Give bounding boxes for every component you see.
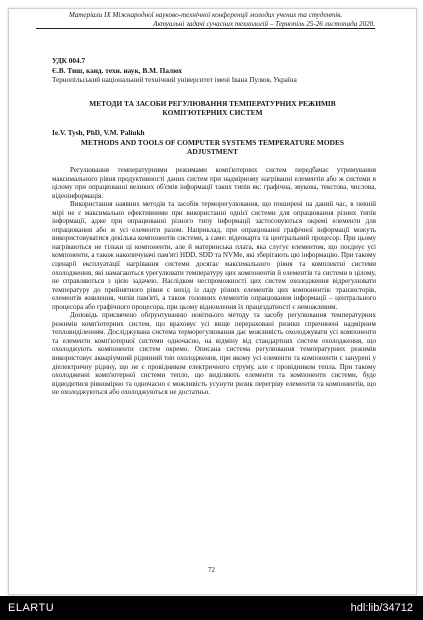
page-number: 72 — [208, 566, 215, 574]
udk-code: УДК 004.7 — [52, 56, 86, 65]
authors-ua: Є.В. Тиш, канд. техн. наук, В.М. Палюх — [52, 66, 183, 75]
repository-name: ELARTU — [8, 602, 55, 614]
paragraph: Використання наявних методів та засобів терморегулювання, що поширені на даний час, в певній мірі не є максимально ефективними при використанні однієї системи для опрацювання різних типів інформації, адже при опрацюванні різного типу інформації застосовуються окремі елементи для опрацювання або ж усі елементи разом. Наприклад, при опрацюванні графічної інформації можуть використовуватися декілька компонентів системи, а саме: відеокарта та центральний процесор. При цьому нагріваються не тільки ці компоненти, але й материнська плата, яка слугує елементом, що поєднує усі компоненти, а також накопичувачі пам'яті HDD, SDD та NVMe, які зберігають цю інформацію. При такому сценарії експлуатації нагрівання системи досягає максимального рівня та комплектні системи охолодження, які намагаються урегулювати температуру цих компонентів й елементів та системи в цілому, не справляються з цією задачею. Наслідком неспроможності цих систем охолодження відрегулювати температуру до прийнятного рівня є вихід із ладу різних елементів цих компонентів: транзисторів, елементів живлення, чипів пам'яті, а також головних елементів опрацювання інформації – центрального процесора або графічного процесора, при цьому відновлення їх працездатності є неможливим. — [52, 200, 376, 311]
paragraph: Доповідь присвячено обґрунтуванню новітнього методу та засобу регулювання температурних режимів комп'ютерних систем, що враховує усі вище перераховані ризики спричинені надмірним тепловиділенням. Досліджувана система терморегулювання дає можливість охолоджувати усі компоненти та елементи комп'ютерної системи одночасно, на відміну від стандартних систем охолодження, що охолоджують компоненти систем окремо. Описана система регулювання температурних режимів використовує акваріумний рідинний тип охолодження, при якому усі елементи та компоненти є занурені у діелектричну рідину, що не є провідником електричного струму, але є провідником тепла. При такому охолодженні комп'ютерної системи тепло, що виділяють елементи та компоненти системи, буде відводитися рівномірно та одночасно є можливість усунути ризик перегріву елементів та компонентів, що не охолоджуються або охолоджуються не достатньо. — [52, 311, 376, 397]
header-rule — [36, 28, 375, 29]
paragraph: Регулювання температурними режимами комп'ютерних систем передбачає утримування максимального рівня продуктивності даних систем при надмірному нагріванні елементів або ж системи в цілому при опрацюванні великих об'ємів інформації таких типів як: графічна, звукова, текстова, числова, відеоінформація. — [52, 166, 376, 200]
handle-link[interactable]: hdl:lib/34712 — [350, 602, 413, 614]
header-line-2: Актуальні задачі сучасних технологій – Тернопіль 25-26 листопада 2020. — [153, 19, 375, 28]
title-ua: МЕТОДИ ТА ЗАСОБИ РЕГУЛЮВАННЯ ТЕМПЕРАТУРНИХ РЕЖИМІВ КОМП'ЮТЕРНИХ СИСТЕМ — [89, 99, 336, 117]
header-line-1: Матеріали IX Міжнародної науково-технічної конференції молодих учених та студентів. — [68, 11, 343, 19]
repository-footer — [0, 596, 423, 620]
authors-en: Ie.V. Tysh, PhD, V.M. Paliukh — [52, 128, 145, 137]
title-en: METHODS AND TOOLS OF COMPUTER SYSTEMS TEMPERATURE MODES ADJUSTMENT — [80, 138, 345, 156]
conference-header — [36, 11, 375, 28]
article-body — [52, 166, 376, 397]
affiliation: Тернопільський національний технічний університет імені Івана Пулюя, Україна — [52, 76, 297, 84]
